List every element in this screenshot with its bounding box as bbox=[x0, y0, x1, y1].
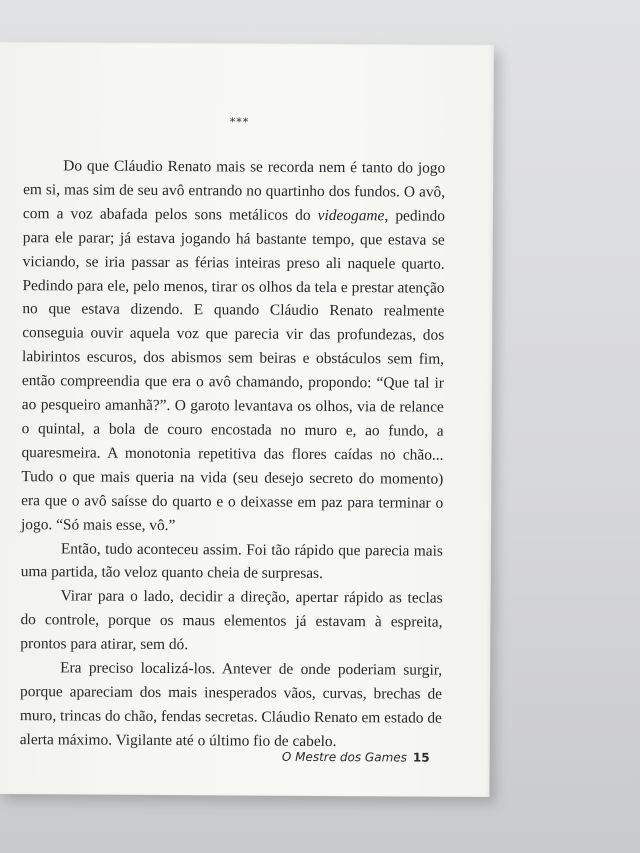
paragraph-1-emphasis: videogame bbox=[317, 206, 385, 225]
book-page bbox=[0, 42, 494, 797]
page-number: 15 bbox=[412, 750, 430, 765]
paragraph-1 bbox=[21, 154, 445, 539]
paragraph-3: Virar para o lado, decidir a direção, apertar rápido as teclas do controle, porque os maus elementos já estavam à espreita, prontos para atirar, sem dó. bbox=[20, 587, 443, 654]
running-title: O Mestre dos Games bbox=[281, 749, 407, 765]
body-text bbox=[20, 154, 446, 754]
page-footer bbox=[282, 750, 430, 765]
paragraph-1-text-before: Do que Cláudio Renato mais se recorda nem é tanto do jogo em si, mas sim de seu avô entrando no quartinho dos fundos. O avô, com a voz abafada pelos sons metálicos do bbox=[22, 157, 446, 224]
paragraph-4: Era preciso localizá-los. Antever de onde poderiam surgir, porque apareciam dos mais inesperados vãos, curvas, brechas de muro, trincas do chão, fendas secretas. Cláudio Renato em estado de alerta máximo. Vigilante até o último fio de cabelo. bbox=[19, 659, 443, 750]
section-separator: *** bbox=[229, 115, 250, 129]
paragraph-1-text-after: , pedindo para ele parar; já estava jogando há bastante tempo, que estava se viciando, se iria passar as férias inteiras preso ali naquele quarto. Pedindo para ele, pelo menos, tirar os olhos da tela e prestar atenção no que estava dizendo. E quando Cláudio Renato realmente conseguia ouvir aquela voz que parecia vir das profundezas, dos labirintos escuros, dos abismos sem beiras e obstáculos sem fim, então compreendia que era o avô chamando, propondo: “Que tal ir ao pesqueiro amanhã?”. O garoto levantava os olhos, via de relance o quintal, a bola de couro encostada no muro e, ao fundo, a quaresmeira. A monotonia repetitiva das flores caídas no chão... Tudo o que mais queria na vida (seu desejo secreto do momento) era que o avô saísse do quarto e o deixasse em paz para terminar o jogo. “Só mais esse, vô.” bbox=[21, 207, 445, 534]
paragraph-2: Então, tudo aconteceu assim. Foi tão rápido que parecia mais uma partida, tão veloz quanto cheia de surpresas. bbox=[20, 539, 443, 583]
